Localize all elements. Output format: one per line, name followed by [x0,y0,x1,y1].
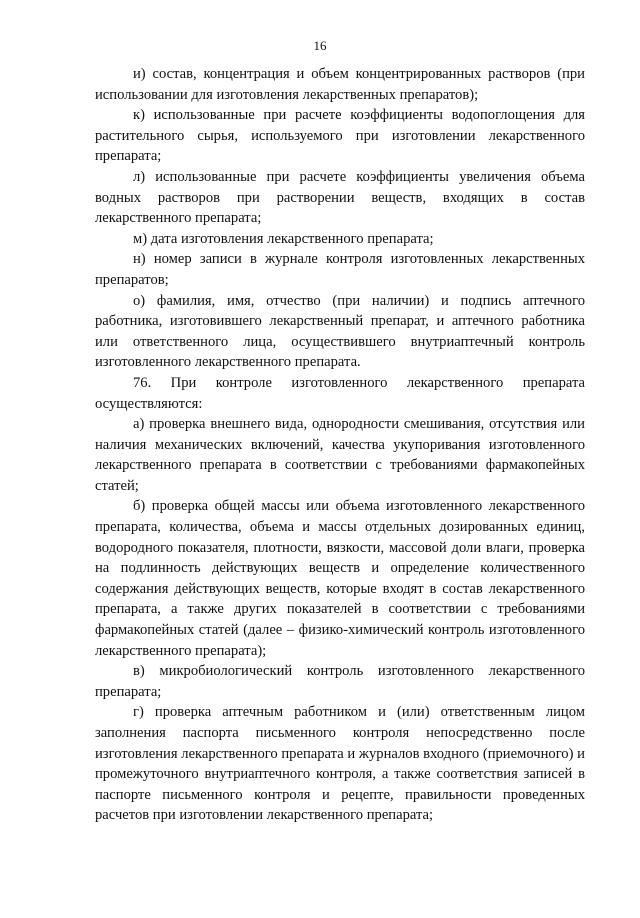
paragraph-item-g: г) проверка аптечным работником и (или) ответственным лицом заполнения паспорта письменного контроля непосредственно после изготовления лекарственного препарата и журналов входного (приемочного) и промежуточного внутриаптечного контроля, а также соответствия записей в паспорте письменного контроля и рецепте, правильности проведенных расчетов при изготовлении лекарственного препарата; [95,704,585,824]
paragraph-item-o: о) фамилия, имя, отчество (при наличии) и подпись аптечного работника, изготовившего лекарственный препарат, и аптечного работника или ответственного лица, осуществившего внутриаптечный контроль изготовленного лекарственного препарата. [95,292,585,371]
paragraph-item-v: в) микробиологический контроль изготовленного лекарственного препарата; [95,663,585,700]
paragraph-item-l: л) использованные при расчете коэффициенты увеличения объема водных растворов при растворении веществ, входящих в состав лекарственного препарата; [95,168,585,227]
paragraph-item-k: к) использованные при расчете коэффициенты водопоглощения для растительного сырья, используемого при изготовлении лекарственного препарата; [95,107,585,165]
paragraph-item-i: и) состав, концентрация и объем концентрированных растворов (при использовании для изготовления лекарственных препаратов); [95,66,585,103]
document-body [95,64,585,826]
paragraph-item-b: б) проверка общей массы или объема изготовленного лекарственного препарата, количества, объема и массы отдельных дозированных единиц, водородного показателя, плотности, вязкости, массовой доли влаги, проверка на подлинность действующих веществ и определение количественного содержания действующих веществ, которые входят в состав лекарственного препарата, а также других показателей в соответствии с требованиями фармакопейных статей (далее – физико-химический контроль изготовленного лекарственного препарата); [95,498,585,659]
paragraph-item-a: а) проверка внешнего вида, однородности смешивания, отсутствия или наличия механических включений, качества укупоривания изготовленного лекарственного препарата в соответствии с требованиями фармакопейных статей; [95,416,585,494]
paragraph-item-n: н) номер записи в журнале контроля изготовленных лекарственных препаратов; [95,251,585,288]
paragraph-item-m: м) дата изготовления лекарственного препарата; [133,230,434,247]
page-number: 16 [313,38,327,53]
paragraph-section-76: 76. При контроле изготовленного лекарственного препарата осуществляются: [95,374,585,412]
